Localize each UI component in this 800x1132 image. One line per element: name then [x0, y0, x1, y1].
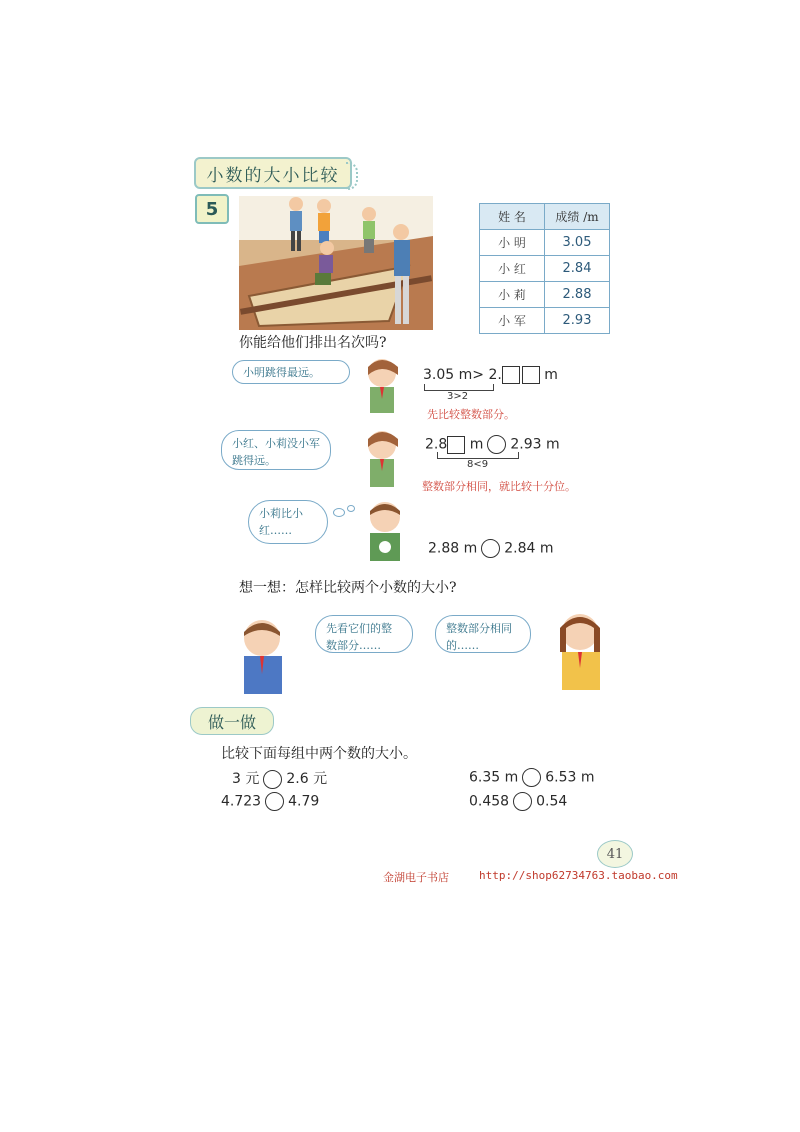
compare-circle[interactable]: [513, 792, 532, 811]
score-table: [479, 203, 610, 334]
practice-pair: [469, 768, 595, 787]
pair-b: 0.54: [536, 793, 568, 810]
practice-instruction: 比较下面每组中两个数的大小。: [221, 746, 417, 762]
boy-thinking-figure: [352, 495, 418, 563]
expr-3-b: 2.84 m: [504, 540, 554, 557]
girl-speech-bubble: 整数部分相同的……: [435, 615, 531, 653]
table-cell-name: 小 明: [480, 230, 545, 256]
thought-bubble: 小莉比小红……: [248, 500, 328, 544]
practice-title: 做一做: [190, 707, 274, 735]
compare-circle: [481, 539, 500, 558]
table-cell-score: 2.84: [545, 256, 610, 282]
child-figure-2: [317, 199, 331, 243]
blank-square: [522, 366, 540, 384]
table-row: [480, 282, 610, 308]
footer-url[interactable]: http://shop62734763.taobao.com: [479, 869, 678, 882]
expr-2-b: 2.93 m: [510, 436, 560, 453]
boy-speech-bubble: 先看它们的整数部分……: [315, 615, 413, 653]
table-row: [480, 256, 610, 282]
table-row: [480, 230, 610, 256]
table-header-name: 姓 名: [480, 204, 545, 230]
speech-bubble-1: 小明跳得最远。: [232, 360, 350, 384]
comparison-expr-1: [423, 366, 558, 384]
child-figure-3: [362, 207, 376, 253]
table-cell-score: 2.93: [545, 308, 610, 334]
think-prompt: 想一想：怎样比较两个小数的大小?: [239, 580, 457, 596]
comparison-expr-3: [428, 539, 554, 558]
brace-note-1: 3>2: [447, 391, 469, 402]
table-header-score: 成绩 /m: [545, 204, 610, 230]
blank-square: [502, 366, 520, 384]
expr-3-a: 2.88 m: [428, 540, 478, 557]
footer-store: 金湖电子书店: [383, 871, 449, 884]
table-row: [480, 308, 610, 334]
compare-circle[interactable]: [265, 792, 284, 811]
pair-a: 6.35 m: [469, 769, 519, 786]
compare-circle[interactable]: [263, 770, 282, 789]
girl-figure-2: [350, 423, 412, 489]
table-cell-name: 小 军: [480, 308, 545, 334]
pair-a: 3 元: [232, 771, 260, 787]
table-cell-name: 小 红: [480, 256, 545, 282]
brace-note-2: 8<9: [467, 459, 489, 470]
table-cell-score: 3.05: [545, 230, 610, 256]
pair-b: 4.79: [288, 793, 320, 810]
table-cell-score: 2.88: [545, 282, 610, 308]
example-number-badge: 5: [195, 194, 229, 224]
practice-pair: [232, 768, 327, 789]
expr-1-left: 3.05 m> 2.: [423, 367, 502, 383]
blank-square: [447, 436, 465, 454]
brace-1: [424, 384, 494, 391]
pair-b: 6.53 m: [545, 769, 595, 786]
pair-b: 2.6 元: [286, 771, 328, 787]
practice-pair: [221, 792, 319, 811]
table-cell-name: 小 莉: [480, 282, 545, 308]
expr-2-a-unit: m: [469, 436, 484, 453]
girl-figure-3: [536, 606, 618, 694]
pair-a: 4.723: [221, 793, 262, 810]
practice-pair: [469, 792, 567, 811]
hint-1: 先比较整数部分。: [427, 408, 515, 421]
hint-2: 整数部分相同，就比较十分位。: [422, 480, 576, 493]
pair-a: 0.458: [469, 793, 510, 810]
expr-1-unit: m: [544, 367, 558, 383]
compare-circle[interactable]: [522, 768, 541, 787]
boy-figure: [222, 612, 306, 698]
long-jump-illustration: [239, 196, 433, 330]
speech-bubble-2: 小红、小莉没小军跳得远。: [221, 430, 331, 470]
brace-2: [437, 452, 519, 459]
thought-dot: [333, 508, 345, 517]
girl-figure-1: [350, 353, 412, 415]
question-text: 你能给他们排出名次吗?: [239, 335, 387, 351]
page-number: 41: [597, 840, 633, 868]
expr-2-a: 2.8: [425, 436, 448, 453]
section-title: 小数的大小比较: [194, 157, 352, 189]
